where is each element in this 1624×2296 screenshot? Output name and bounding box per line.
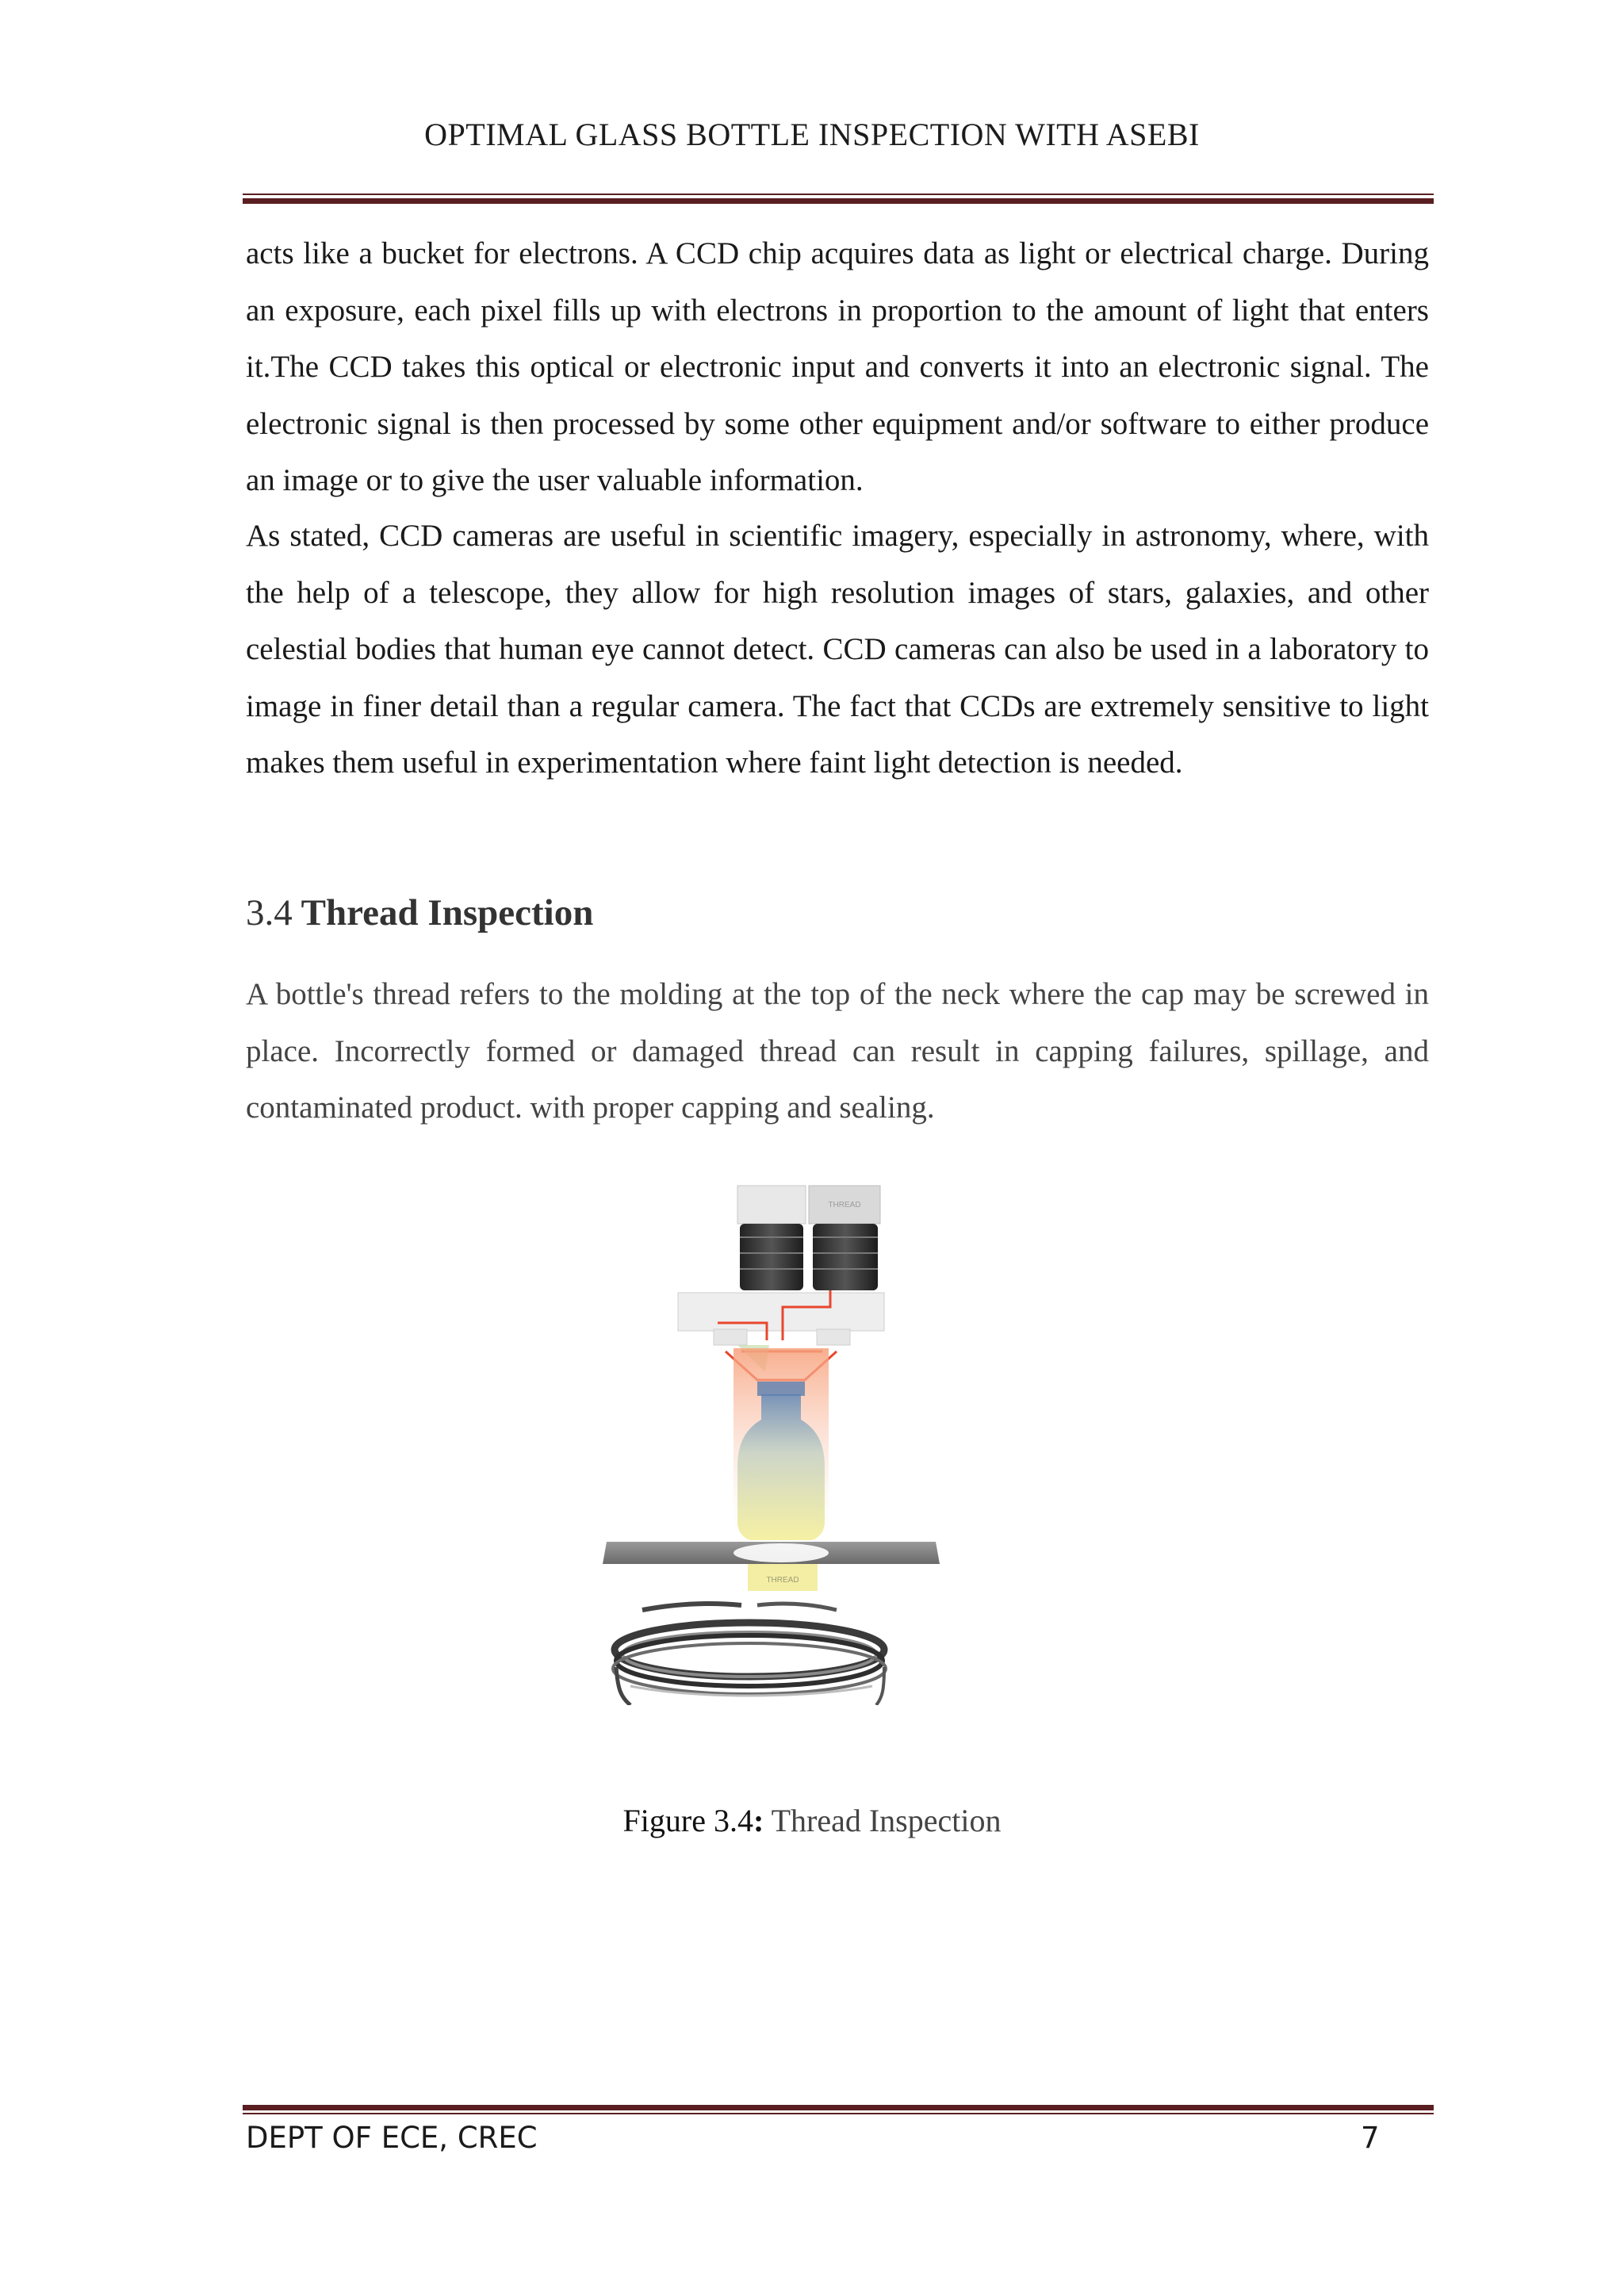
camera-body-left (737, 1186, 806, 1224)
camera-lens-left (740, 1224, 803, 1290)
body-paragraph-2: As stated, CCD cameras are useful in scientific imagery, especially in astronomy, where, with the help of a telescope, they allow for high resolution images of stars, galaxies, and other celestial bodies that human eye cannot detect. CCD cameras can also be used in a laboratory to image in finer detail than a regular camera. The fact that CCDs are extremely sensitive to light makes them useful in experimentation where faint light detection is needed. (246, 519, 1429, 780)
caption-colon: : (753, 1803, 764, 1838)
caption-label: Figure 3.4 (622, 1803, 753, 1838)
footer-rule-thin (243, 2113, 1434, 2114)
figure-caption (0, 1802, 1624, 1839)
running-header: OPTIMAL GLASS BOTTLE INSPECTION WITH ASEBI (424, 117, 1200, 152)
section-paragraph: A bottle's thread refers to the molding at the top of the neck where the cap may be screwed in place. Incorrectly formed or damaged thread can result in capping failures, spillage, and contaminated product. with proper capping and sealing. (246, 977, 1429, 1125)
body-paragraph-1: acts like a bucket for electrons. A CCD chip acquires data as light or electrical charge. During an exposure, each pixel fills up with electrons in proportion to the amount of light that enters it.The CCD takes this optical or electronic input and converts it into an electronic signal. The electronic signal is then processed by some other equipment and/or software to either produce an image or to give the user valuable information. (246, 236, 1429, 497)
optics-housing (678, 1293, 884, 1345)
page-number: 7 (1361, 2121, 1380, 2155)
bottle-label: THREAD (766, 1576, 799, 1585)
section-title: Thread Inspection (301, 892, 594, 933)
thread-closeup (613, 1604, 886, 1705)
section-number: 3.4 (246, 892, 293, 933)
thread-inspection-figure (599, 1182, 948, 1705)
plate-hole (733, 1543, 829, 1562)
camera-lens-right (813, 1224, 878, 1290)
footer-rule-thick (243, 2105, 1434, 2110)
header-rule-thick (243, 198, 1434, 204)
camera-label: THREAD (828, 1201, 861, 1209)
section-heading (246, 891, 593, 934)
header-rule-thin (243, 194, 1434, 195)
footer-department: DEPT OF ECE, CREC (246, 2121, 538, 2155)
thread-inspection-illustration (599, 1182, 948, 1705)
caption-text: Thread Inspection (764, 1803, 1002, 1838)
bottle-neck (757, 1382, 805, 1396)
